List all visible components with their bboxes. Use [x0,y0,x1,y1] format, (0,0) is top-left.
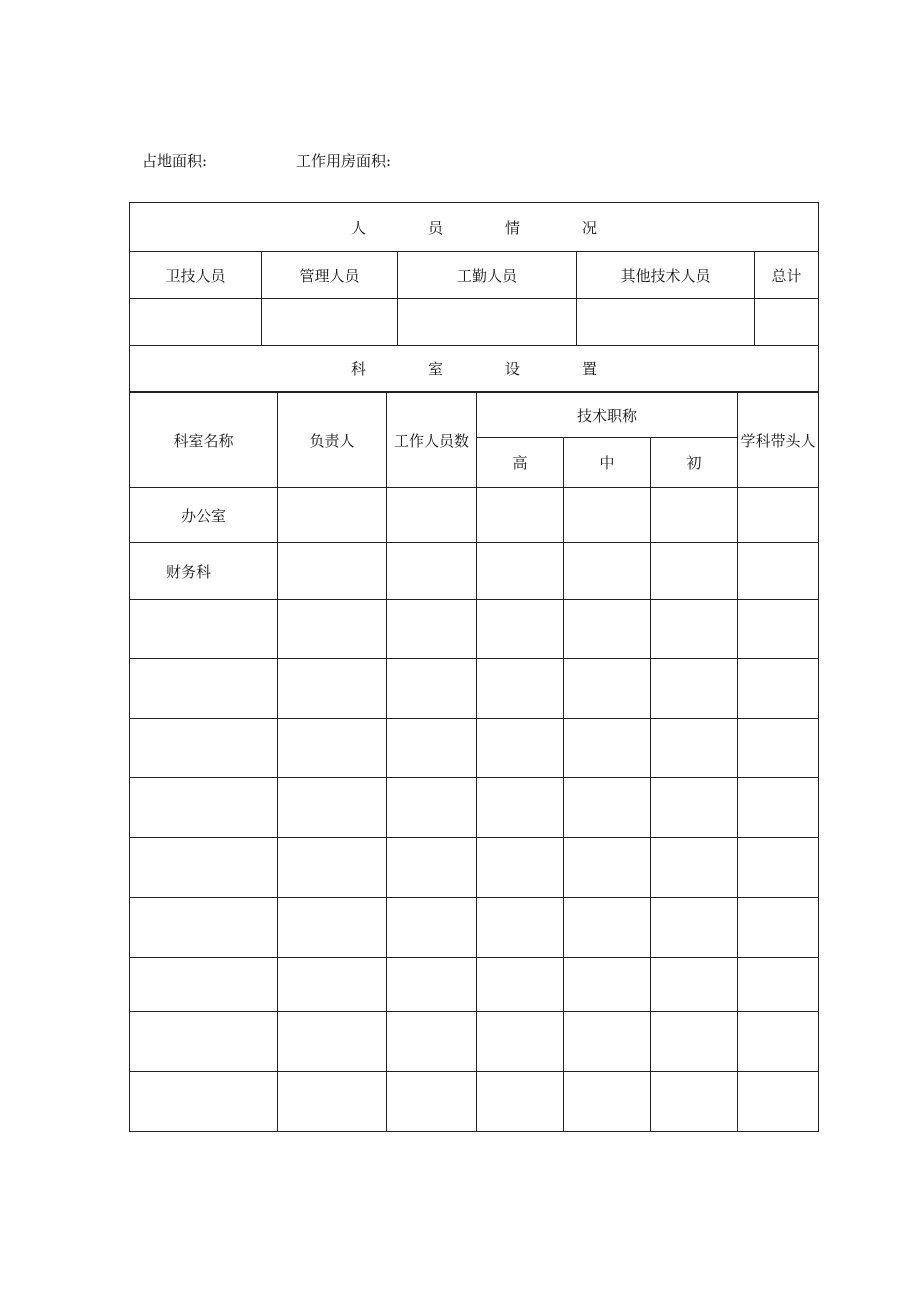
tech-high-cell[interactable] [477,659,564,719]
table-row [130,600,819,659]
discipline-leader-cell[interactable] [738,659,819,719]
value-admin-staff[interactable] [262,299,398,346]
tech-mid-cell[interactable] [564,1072,651,1132]
column-header-staff-count: 工作人员数 [387,393,477,488]
department-name-cell[interactable] [130,778,278,838]
staff-count-cell[interactable] [387,838,477,898]
staff-count-cell[interactable] [387,719,477,778]
table-row [130,1072,819,1132]
department-name-cell[interactable]: 财务科 [130,543,278,600]
tech-mid-cell[interactable] [564,898,651,958]
discipline-leader-cell[interactable] [738,719,819,778]
department-head-cell[interactable] [278,600,387,659]
discipline-leader-cell[interactable] [738,1072,819,1132]
tech-high-cell[interactable] [477,958,564,1012]
tech-mid-cell[interactable] [564,659,651,719]
department-name-cell[interactable] [130,600,278,659]
tech-junior-cell[interactable] [651,1072,738,1132]
department-head-cell[interactable] [278,719,387,778]
tech-junior-cell[interactable] [651,778,738,838]
discipline-leader-cell[interactable] [738,898,819,958]
discipline-leader-cell[interactable] [738,1012,819,1072]
tech-junior-cell[interactable] [651,719,738,778]
staff-count-cell[interactable] [387,1072,477,1132]
column-header-tech-title: 技术职称 [477,393,738,438]
discipline-leader-cell[interactable] [738,958,819,1012]
staff-count-cell[interactable] [387,958,477,1012]
table-row [130,898,819,958]
department-section-title: 科 室 设 置 [130,346,819,392]
tech-mid-cell[interactable] [564,600,651,659]
tech-mid-cell[interactable] [564,958,651,1012]
column-header-tech-mid: 中 [564,438,651,488]
tech-junior-cell[interactable] [651,898,738,958]
tech-mid-cell[interactable] [564,838,651,898]
column-header-other-tech-staff: 其他技术人员 [577,252,755,299]
department-name-cell[interactable] [130,838,278,898]
staff-count-cell[interactable] [387,543,477,600]
department-head-cell[interactable] [278,898,387,958]
table-row [130,958,819,1012]
personnel-table [129,202,819,392]
table-row [130,778,819,838]
column-header-medical-staff: 卫技人员 [130,252,262,299]
tech-junior-cell[interactable] [651,659,738,719]
tech-high-cell[interactable] [477,543,564,600]
staff-count-cell[interactable] [387,898,477,958]
discipline-leader-cell[interactable] [738,600,819,659]
table-row [130,719,819,778]
column-header-tech-junior: 初 [651,438,738,488]
land-area-label: 占地面积: [142,152,208,170]
department-head-cell[interactable] [278,958,387,1012]
tech-junior-cell[interactable] [651,838,738,898]
department-table [129,392,819,1132]
tech-high-cell[interactable] [477,898,564,958]
tech-junior-cell[interactable] [651,1012,738,1072]
staff-count-cell[interactable] [387,488,477,543]
department-name-cell[interactable] [130,659,278,719]
tech-junior-cell[interactable] [651,543,738,600]
tech-mid-cell[interactable] [564,488,651,543]
department-head-cell[interactable] [278,1072,387,1132]
discipline-leader-cell[interactable] [738,488,819,543]
tech-high-cell[interactable] [477,838,564,898]
tech-high-cell[interactable] [477,719,564,778]
value-medical-staff[interactable] [130,299,262,346]
value-other-tech-staff[interactable] [577,299,755,346]
tech-junior-cell[interactable] [651,958,738,1012]
value-logistics-staff[interactable] [398,299,577,346]
tech-mid-cell[interactable] [564,778,651,838]
discipline-leader-cell[interactable] [738,838,819,898]
column-header-department-name: 科室名称 [130,393,278,488]
discipline-leader-cell[interactable] [738,778,819,838]
department-head-cell[interactable] [278,488,387,543]
department-name-cell[interactable]: 办公室 [130,488,278,543]
tech-junior-cell[interactable] [651,488,738,543]
department-head-cell[interactable] [278,659,387,719]
column-header-logistics-staff: 工勤人员 [398,252,577,299]
department-head-cell[interactable] [278,778,387,838]
department-head-cell[interactable] [278,543,387,600]
table-row [130,543,819,600]
column-header-department-head: 负责人 [278,393,387,488]
tech-high-cell[interactable] [477,1012,564,1072]
building-area-label: 工作用房面积: [296,152,392,170]
table-row [130,838,819,898]
table-row [130,659,819,719]
department-name-cell[interactable] [130,898,278,958]
tech-high-cell[interactable] [477,600,564,659]
tech-high-cell[interactable] [477,1072,564,1132]
staff-count-cell[interactable] [387,778,477,838]
tech-junior-cell[interactable] [651,600,738,659]
department-name-cell[interactable] [130,1012,278,1072]
column-header-admin-staff: 管理人员 [262,252,398,299]
personnel-section-title: 人 员 情 况 [130,203,819,252]
staff-count-cell[interactable] [387,1012,477,1072]
department-name-cell[interactable] [130,719,278,778]
discipline-leader-cell[interactable] [738,543,819,600]
department-head-cell[interactable] [278,838,387,898]
tech-mid-cell[interactable] [564,1012,651,1072]
department-head-cell[interactable] [278,1012,387,1072]
table-row [130,1012,819,1072]
department-name-cell[interactable] [130,958,278,1012]
table-row [130,488,819,543]
column-header-discipline-leader: 学科带头人 [738,393,819,488]
tech-high-cell[interactable] [477,488,564,543]
column-header-total: 总计 [755,252,819,299]
tech-mid-cell[interactable] [564,543,651,600]
tech-mid-cell[interactable] [564,719,651,778]
tech-high-cell[interactable] [477,778,564,838]
value-total[interactable] [755,299,819,346]
department-name-cell[interactable] [130,1072,278,1132]
staff-count-cell[interactable] [387,659,477,719]
column-header-tech-high: 高 [477,438,564,488]
staff-count-cell[interactable] [387,600,477,659]
